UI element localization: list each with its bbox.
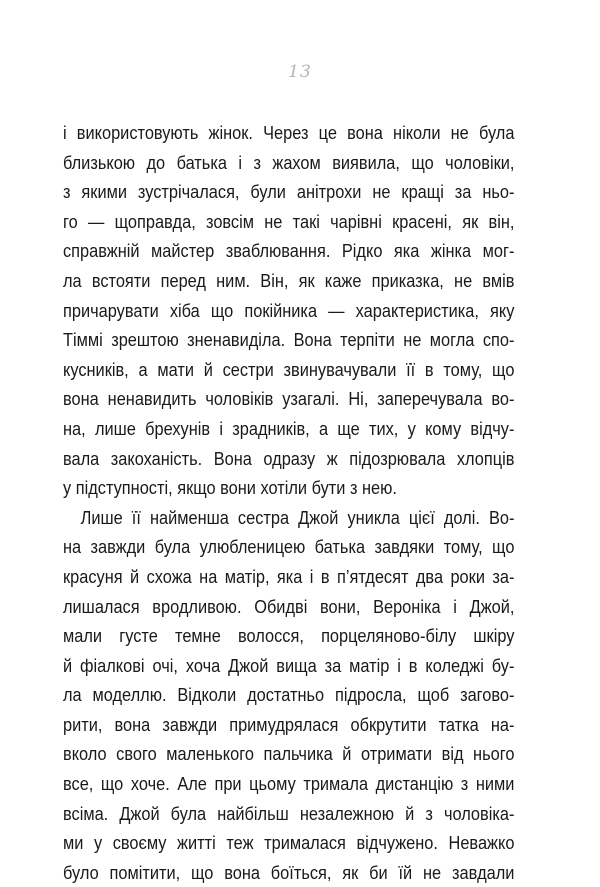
text-line: рити, вона завжди примудрялася обкрутити татка на- <box>63 713 515 735</box>
text-line: кусників, а мати й сестри звинувачували її в тому, що <box>63 358 515 380</box>
body-text <box>63 118 515 887</box>
text-line: лишалася вродливою. Обидві вони, Вероніка і Джой, <box>63 595 515 617</box>
text-line: справжній майстер зваблювання. Рідко яка жінка мог- <box>63 240 515 262</box>
text-line: ми у своєму житті теж трималася відчужено. Неважко <box>63 832 515 854</box>
text-line: на, лише брехунів і зрадників, а ще тих, у кому відчу- <box>63 417 515 439</box>
text-line: Тіммі зрештою зненавиділа. Вона терпіти не могла спо- <box>63 329 515 351</box>
text-line: було помітити, що вона боїться, як би їй не завдали <box>63 861 515 883</box>
text-line: й фіалкові очі, хоча Джой вища за матір і в коледжі бу- <box>63 654 515 676</box>
text-line: з якими зустрічалася, були анітрохи не кращі за ньо- <box>63 181 515 203</box>
text-line: у підступності, якщо вони хотіли бути з нею. <box>63 477 397 499</box>
text-line: вала закоханість. Вона одразу ж підозрювала хлопців <box>63 447 515 469</box>
paragraph-2 <box>63 503 515 887</box>
text-line: вона ненавидить чоловіків узагалі. Ні, заперечувала во- <box>63 388 515 410</box>
text-line: і використовують жінок. Через це вона ніколи не була <box>63 122 515 143</box>
text-line: Лише її найменша сестра Джой уникла цієї долі. Во- <box>80 506 515 528</box>
text-line: причарувати хіба що покійника — характеристика, яку <box>63 299 515 321</box>
text-line: мали густе темне волосся, порцеляново-білу шкіру <box>63 625 515 647</box>
text-line: красуня й схожа на матір, яка і в п’ятдесят два роки за- <box>63 565 515 587</box>
text-line: ла встояти перед ним. Він, як каже приказка, не вмів <box>63 269 515 291</box>
text-line: все, що хоче. Але при цьому тримала дистанцію з ними <box>63 773 515 795</box>
text-line: го — щоправда, зовсім не такі чарівні красені, як він, <box>63 210 515 232</box>
text-line: вколо свого маленького пальчика й отримати від нього <box>63 743 515 765</box>
text-line: всіма. Джой була найбільш незалежною й з чоловіка- <box>63 802 515 824</box>
page-number: 13 <box>288 62 312 82</box>
paragraph-1 <box>63 118 515 503</box>
text-line: близькою до батька і з жахом виявила, що чоловіки, <box>63 151 515 173</box>
text-line: на завжди була улюбленицею батька завдяки тому, що <box>63 536 515 558</box>
text-line: ла моделлю. Відколи достатньо підросла, щоб загово- <box>63 684 515 706</box>
